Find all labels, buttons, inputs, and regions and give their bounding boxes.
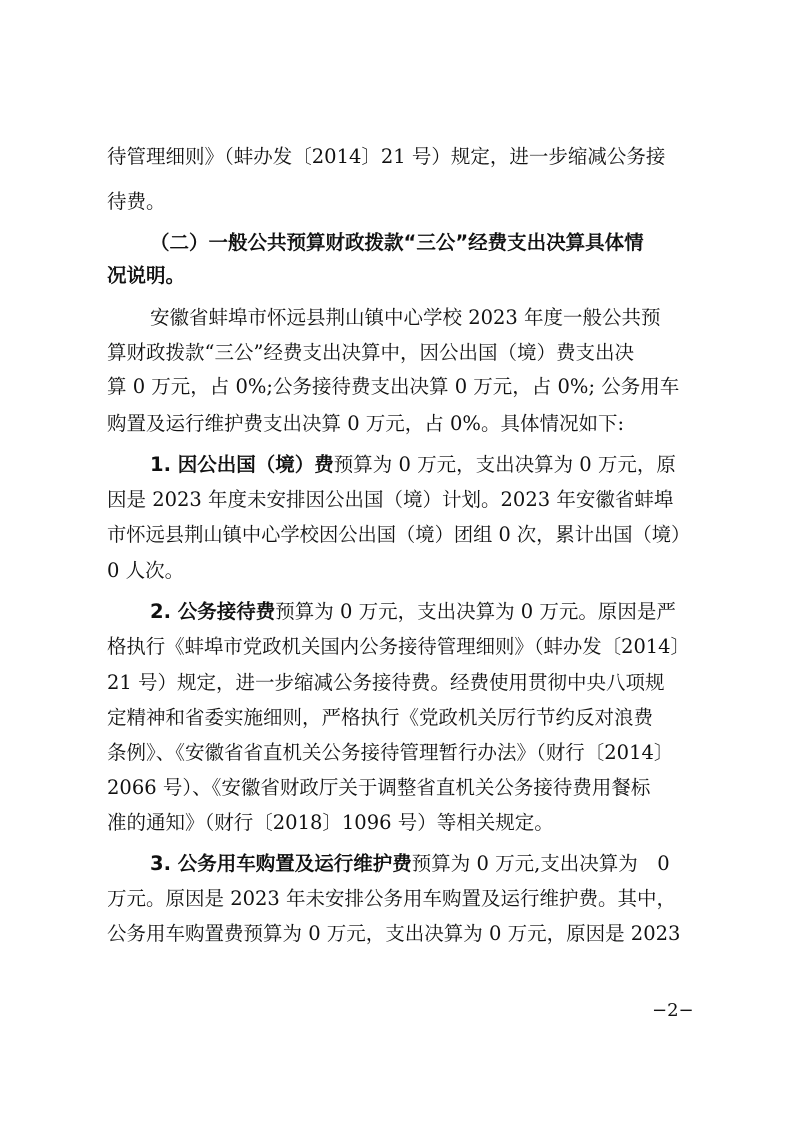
item-heading: 2. 公务接待费 xyxy=(150,600,276,623)
body-line: 待管理细则》（蚌办发〔2014〕21 号）规定，进一步缩减公务接 xyxy=(107,145,666,168)
body-line: 公务用车购置费预算为 0 万元，支出决算为 0 万元，原因是 2023 xyxy=(107,922,681,945)
body-line: 算财政拨款“三公”经费支出决算中，因公出国（境）费支出决 xyxy=(107,341,634,364)
body-line: 定精神和省委实施细则，严格执行《党政机关厉行节约反对浪费 xyxy=(107,706,654,729)
section-heading: （二）一般公共预算财政拨款“三公”经费支出决算具体情 xyxy=(150,231,644,254)
page-number: −2− xyxy=(652,1000,694,1021)
section-heading: 况说明。 xyxy=(107,264,186,287)
body-line: 格执行《蚌埠市党政机关国内公务接待管理细则》（蚌办发〔2014〕 xyxy=(107,635,690,658)
body-line: 21 号）规定，进一步缩减公务接待费。经费使用贯彻中央八项规 xyxy=(107,671,665,694)
body-line: 安徽省蚌埠市怀远县荆山镇中心学校 2023 年度一般公共预 xyxy=(150,306,661,329)
body-line: 因是 2023 年度未安排因公出国（境）计划。2023 年安徽省蚌埠 xyxy=(107,488,674,511)
item-line: 3. 公务用车购置及运行维护费预算为 0 万元,支出决算为 0 xyxy=(150,852,670,875)
body-line: 市怀远县荆山镇中心学校因公出国（境）团组 0 次，累计出国（境） xyxy=(107,523,691,546)
body-line: 购置及运行维护费支出决算 0 万元，占 0%。具体情况如下: xyxy=(107,412,625,435)
body-line: 0 人次。 xyxy=(107,559,185,582)
body-line: 万元。原因是 2023 年未安排公务用车购置及运行维护费。其中， xyxy=(107,887,677,910)
body-line: 待费。 xyxy=(107,190,166,213)
body-line: 算 0 万元，占 0%;公务接待费支出决算 0 万元，占 0%; 公务用车 xyxy=(107,375,680,398)
body-line: 2066 号）、《安徽省财政厅关于调整省直机关公务接待费用餐标 xyxy=(107,776,651,799)
body-line: 准的通知》（财行〔2018〕1096 号）等相关规定。 xyxy=(107,811,554,834)
item-line: 1. 因公出国（境）费预算为 0 万元，支出决算为 0 万元，原 xyxy=(150,453,676,476)
item-heading: 1. 因公出国（境）费 xyxy=(150,453,334,476)
body-line: 条例》、《安徽省省直机关公务接待管理暂行办法》（财行〔2014〕 xyxy=(107,741,674,764)
item-line: 2. 公务接待费预算为 0 万元，支出决算为 0 万元。原因是严 xyxy=(150,600,676,623)
item-heading: 3. 公务用车购置及运行维护费 xyxy=(150,852,412,875)
